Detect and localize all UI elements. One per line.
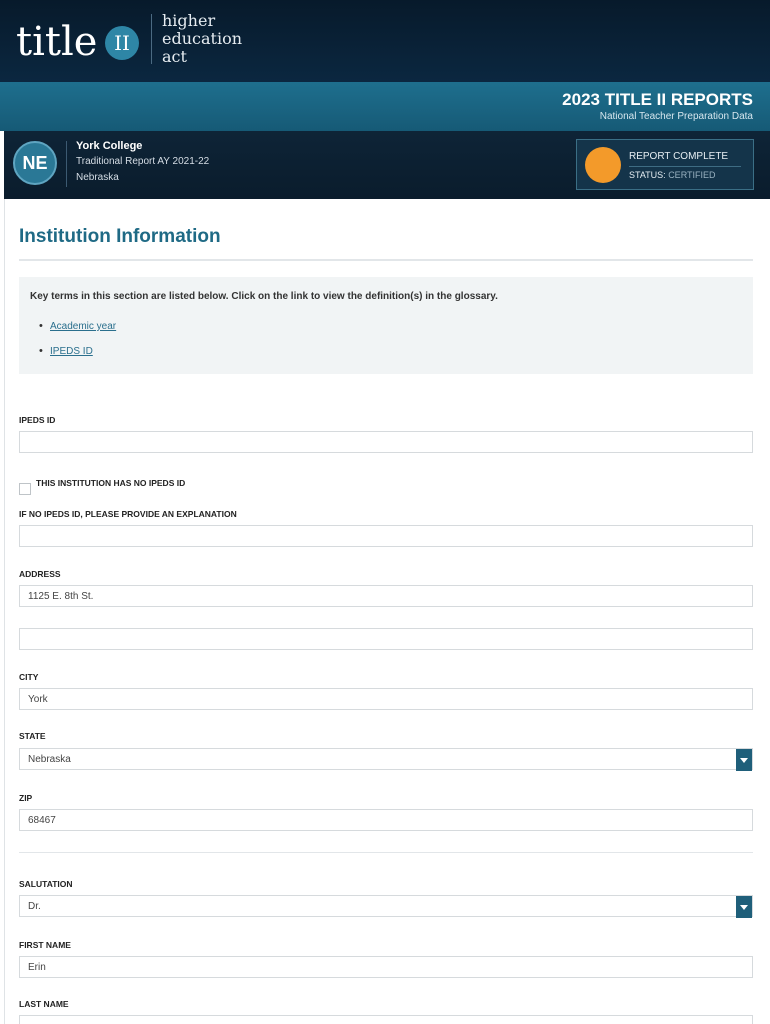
key-terms-list: [39, 321, 116, 371]
logo-subtitle: [162, 12, 242, 66]
no-ipeds-checkbox[interactable]: [19, 483, 31, 495]
title-divider: [19, 259, 753, 261]
report-title: 2023 TITLE II REPORTS: [562, 90, 753, 109]
status-divider: [629, 166, 741, 167]
status-value: CERTIFIED: [668, 170, 716, 180]
state-select-value: Nebraska: [28, 754, 71, 765]
key-term-item: [39, 321, 116, 332]
status-certified-text: [629, 170, 716, 180]
address-line2-input[interactable]: [19, 628, 753, 650]
key-terms-box: [19, 277, 753, 374]
status-indicator-icon: [585, 147, 621, 183]
salutation-select-value: Dr.: [28, 901, 41, 912]
report-status-box: [576, 139, 754, 190]
last-name-input[interactable]: [19, 1015, 753, 1024]
status-label: STATUS:: [629, 170, 666, 180]
institution-bar: [4, 131, 770, 199]
report-banner: [0, 82, 770, 131]
city-input[interactable]: York: [19, 688, 753, 710]
address-line1-input[interactable]: 1125 E. 8th St.: [19, 585, 753, 607]
logo-sub-line-1: higher: [162, 11, 216, 30]
chevron-down-icon[interactable]: [736, 749, 752, 771]
ipeds-id-label: IPEDS ID: [19, 415, 56, 425]
city-label: CITY: [19, 672, 39, 682]
main-content: [4, 199, 770, 1024]
first-name-input[interactable]: Erin: [19, 956, 753, 978]
no-ipeds-label: THIS INSTITUTION HAS NO IPEDS ID: [36, 478, 186, 488]
salutation-select[interactable]: [19, 895, 753, 917]
address-label: ADDRESS: [19, 569, 61, 579]
key-term-link-academic-year[interactable]: Academic year: [50, 321, 117, 332]
logo-sub-line-3: act: [162, 47, 187, 66]
first-name-label: FIRST NAME: [19, 940, 71, 950]
status-complete-text: REPORT COMPLETE: [629, 151, 729, 162]
logo-word: title: [16, 19, 98, 65]
state-badge: NE: [13, 141, 57, 185]
ipeds-id-input[interactable]: [19, 431, 753, 453]
section-divider: [19, 852, 753, 853]
page-title: Institution Information: [19, 226, 221, 247]
last-name-label: LAST NAME: [19, 999, 69, 1009]
logo-divider: [151, 14, 152, 64]
site-header: [0, 0, 770, 82]
key-term-item: [39, 346, 116, 357]
institution-state: Nebraska: [76, 172, 119, 183]
logo-sub-line-2: education: [162, 29, 242, 48]
institution-name: York College: [76, 140, 143, 152]
report-type: Traditional Report AY 2021-22: [76, 156, 210, 167]
key-term-link-ipeds-id[interactable]: IPEDS ID: [50, 346, 93, 357]
zip-input[interactable]: 68467: [19, 809, 753, 831]
no-ipeds-explanation-label: IF NO IPEDS ID, PLEASE PROVIDE AN EXPLANATION: [19, 509, 237, 519]
state-label: STATE: [19, 731, 46, 741]
report-subtitle: National Teacher Preparation Data: [599, 111, 753, 122]
no-ipeds-explanation-input[interactable]: [19, 525, 753, 547]
institution-divider: [66, 141, 67, 187]
salutation-label: SALUTATION: [19, 879, 73, 889]
zip-label: ZIP: [19, 793, 33, 803]
state-select[interactable]: [19, 748, 753, 770]
logo-numeral-badge: II: [105, 26, 139, 60]
chevron-down-icon[interactable]: [736, 896, 752, 918]
key-terms-intro: Key terms in this section are listed below. Click on the link to view the definition(s) in the glossary.: [30, 291, 498, 302]
